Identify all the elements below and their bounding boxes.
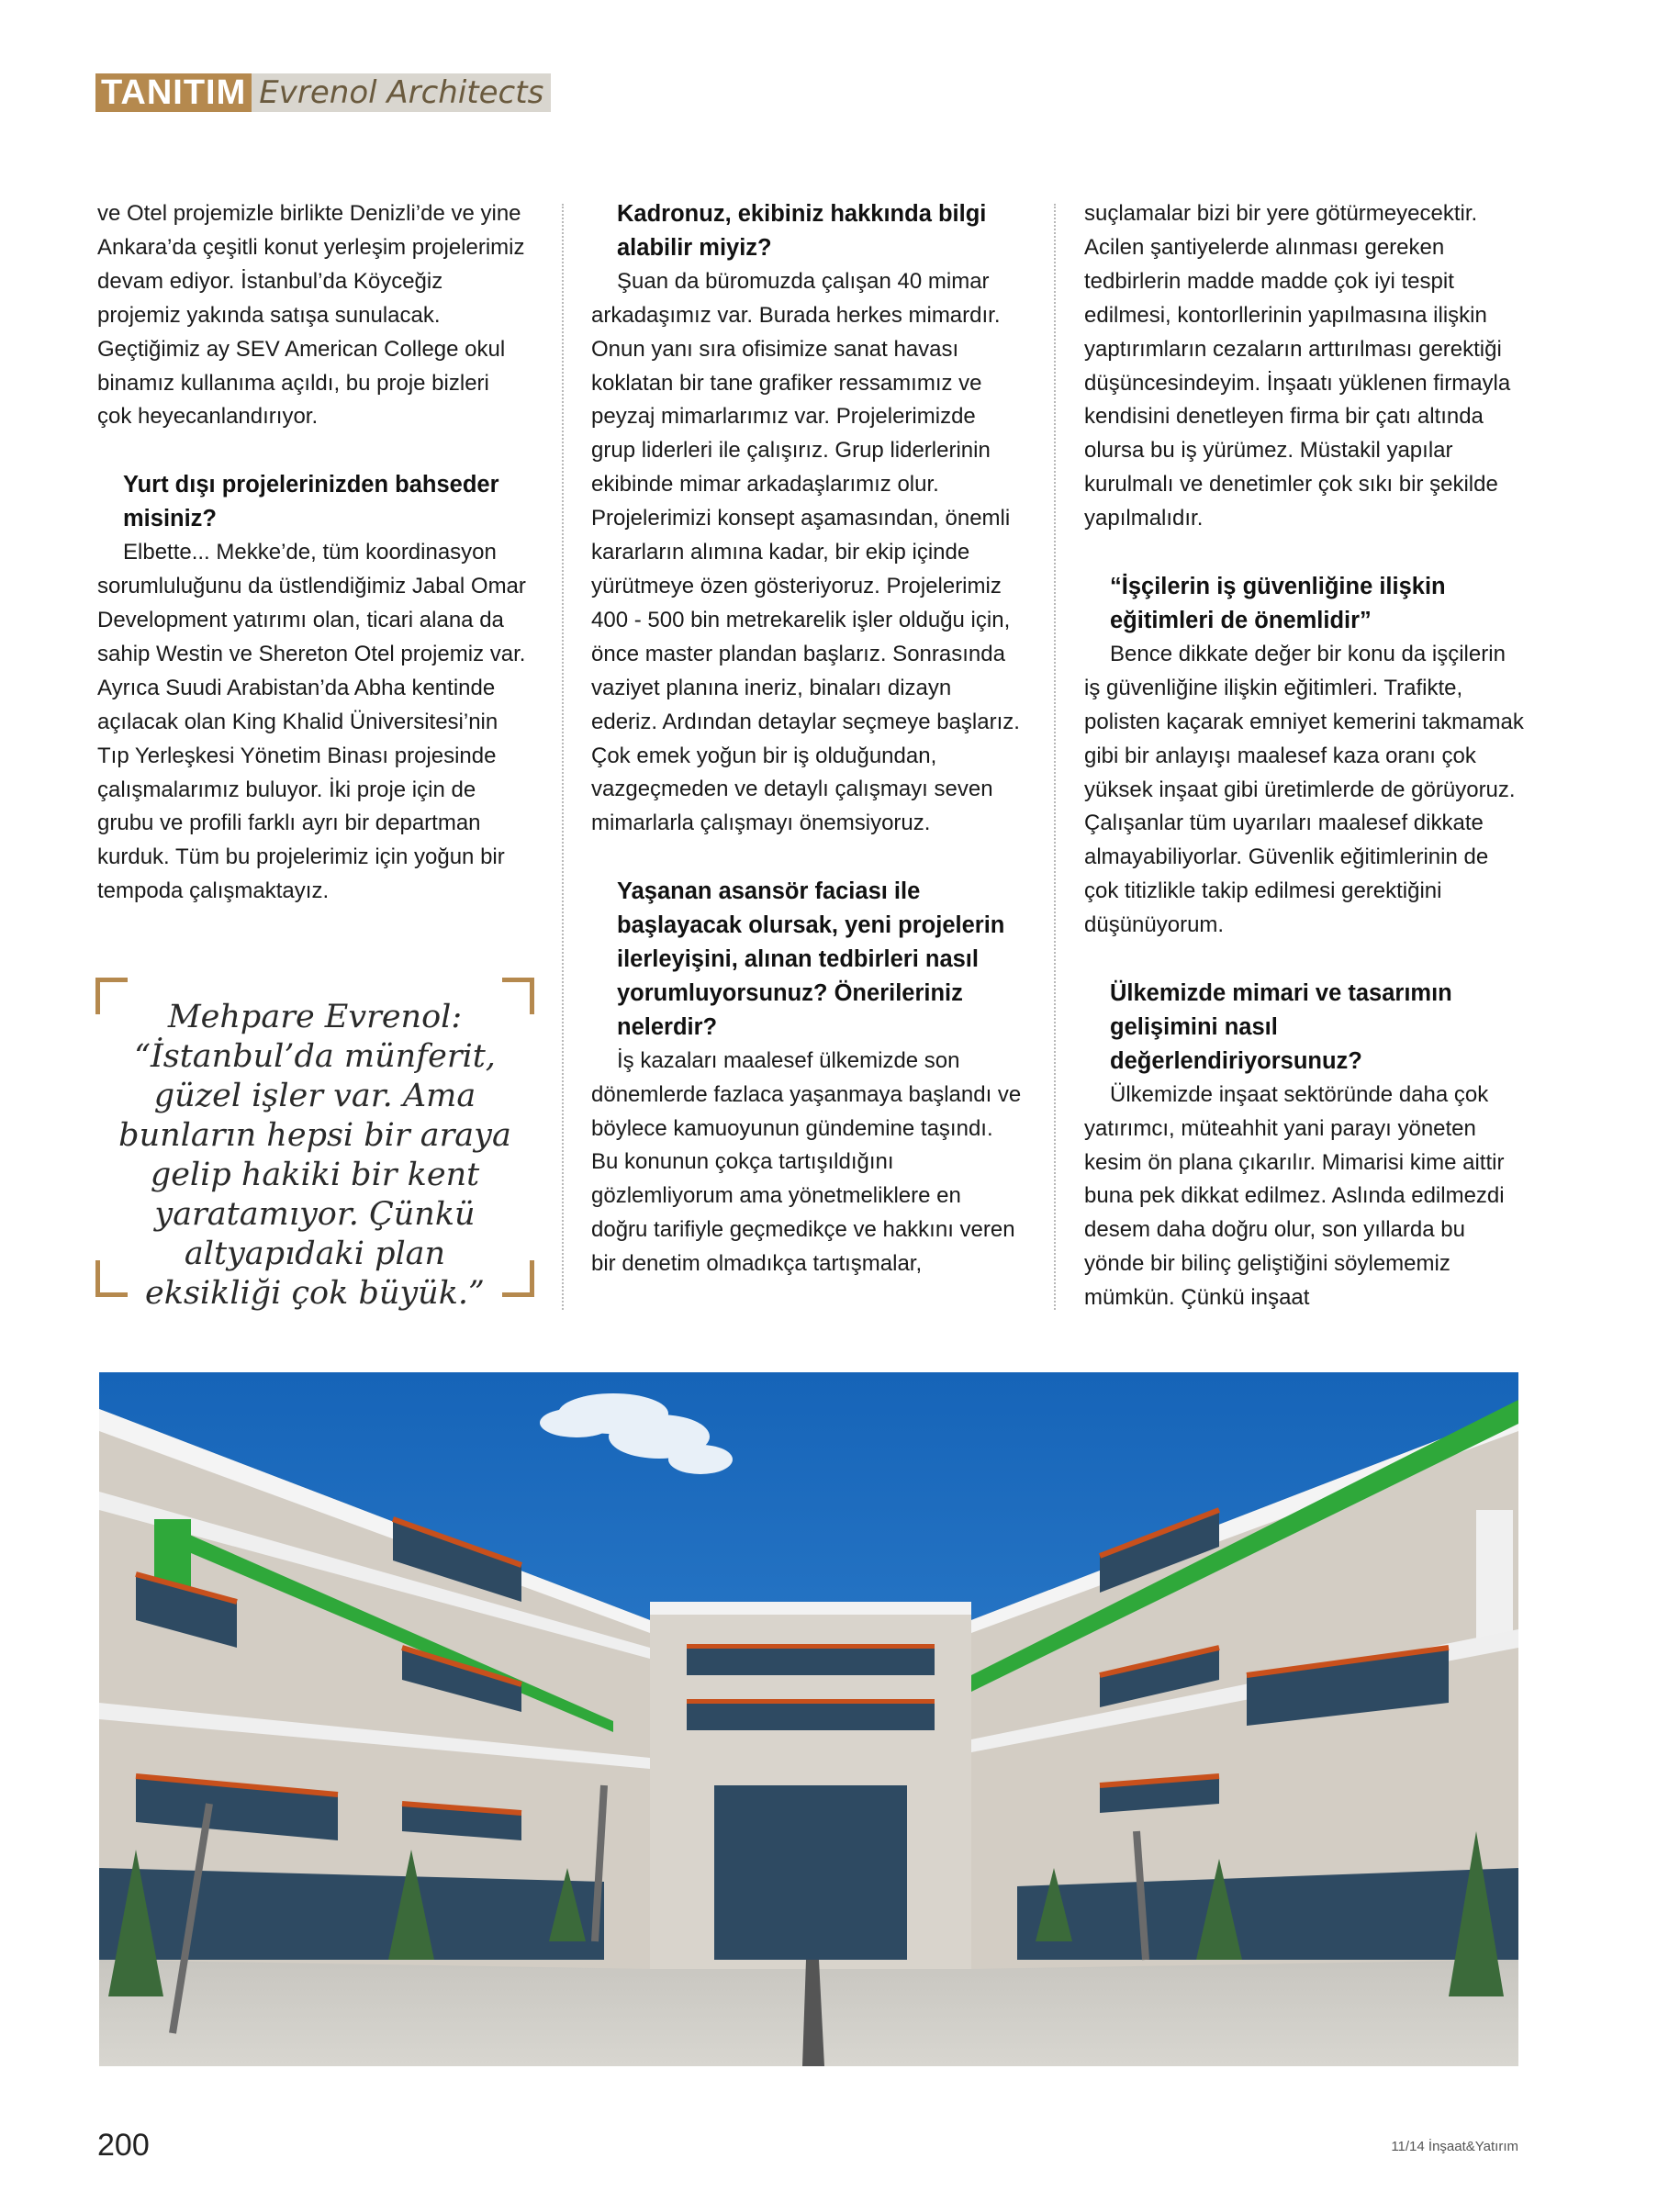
paragraph: Ülkemizde inşaat sektöründe daha çok yatırımcı, müteahhit yani parayı yöneten kesim ön plana çıkarılır. Mimarisi kime aittir buna pek dikkat edilmez. Aslında edilmezdi desem daha doğru olur, son yıllarda bu yönde bir bilinç geliştiğini söylememiz mümkün. Çünkü inşaat	[1084, 1081, 1505, 1311]
question-heading: “İşçilerin iş güvenliğine ilişkin eğitimleri de önemlidir”	[1110, 574, 1446, 633]
footer-issue: 11/14 İnşaat&Yatırım	[1391, 2139, 1518, 2154]
paragraph: Bence dikkate değer bir konu da işçilerin iş güvenliğine ilişkin eğitimleri. Trafikte, polisten kaçarak emniyet kemerini takmamak gibi bir anlayışı maalesef kaza oranı çok yüksek inşaat gibi üretimlerde de görüyoruz. Çalışanlar tüm uyarıları maalesef dikkate almayabiliyorlar. Güvenlik eğitimlerinin de çok titizlikle takip edilmesi gerektiğini düşünüyorum.	[1084, 641, 1524, 938]
question-heading: Yurt dışı projelerinizden bahseder misiniz?	[123, 472, 499, 532]
column-1	[97, 197, 529, 909]
paragraph: Elbette... Mekke’de, tüm koordinasyon sorumluluğunu da üstlendiğimiz Jabal Omar Development yatırımı olan, ticari alana da sahip Westin ve Shereton Otel projemiz var. Ayrıca Suudi Arabistan’da Abha kentinde açılacak olan King Khalid Üniversitesi’nin Tıp Yerleşkesi Yönetim Binası projesinde çalışmalarımız buluyor. İki proje için de grubu ve profili farklı ayrı bir departman kurduk. Tüm bu projelerimiz için yoğun bir tempoda çalışmaktayız.	[97, 540, 526, 904]
paragraph: Şuan da büromuzda çalışan 40 mimar arkadaşımız var. Burada herkes mimardır. Onun yanı sıra ofisimize sanat havası koklatan bir tane grafiker ressamımız ve peyzaj mimarlarımız var. Projelerimizde grup liderleri ile çalışırız. Grup liderlerinin ekibinde mimar arkadaşlarımız olur. Projelerimizi konsept aşamasından, önemli kararların alımına kadar, bir ekip içinde yürütmeye özen gösteriyoruz. Projelerimiz 400 - 500 bin metrekarelik işler olduğu için, önce master plandan başlarız. Sonrasında vaziyet planına ineriz, binaları dizayn ederiz. Ardından detaylar seçmeye başlarız. Çok emek yoğun bir iş olduğundan, vazgeçmeden ve detaylı çalışmayı seven mimarlarla çalışmayı önemsiyoruz.	[591, 268, 1020, 836]
page-number: 200	[97, 2128, 150, 2163]
column-divider	[562, 204, 564, 1310]
question-heading: Ülkemizde mimari ve tasarımın gelişimini nasıl değerlendiriyorsunuz?	[1110, 980, 1452, 1074]
section-tag: TANITIM	[95, 73, 252, 112]
paragraph: İş kazaları maalesef ülkemizde son dönemlerde fazlaca yaşanmaya başlandı ve böylece kamuoyunun gündemine taşındı. Bu konunun çokça tartışıldığını gözlemliyorum ama yönetmeliklere en doğru tarifiyle geçmedikçe ve hakkını veren bir denetim olmadıkça tartışmalar,	[591, 1047, 1022, 1277]
building-photo	[99, 1372, 1518, 2066]
paragraph: ve Otel projemizle birlikte Denizli’de ve yine Ankara’da çeşitli konut yerleşim projelerimiz devam ediyor. İstanbul’da Köyceğiz projemiz yakında satışa sunulacak. Geçtiğimiz ay SEV American College okul binamız kullanıma açıldı, bu proje bizleri çok heyecanlandırıyor.	[97, 201, 525, 430]
column-3	[1084, 197, 1525, 1315]
paragraph: suçlamalar bizi bir yere götürmeyecektir. Acilen şantiyelerde alınması gereken tedbirlerin madde madde çok iyi tespit edilmesi, kontorllerinin yapılmasına ilişkin yaptırımların cezaların arttırılması gerektiği düşüncesindeyim. İnşaatı yüklenen firmayla kendisini denetleyen firma bir çatı altında olursa bu iş yürümez. Müstakil yapılar kurulmalı ve denetimler çok sıkı bir şekilde yapılmalıdır.	[1084, 201, 1511, 531]
section-header	[95, 73, 551, 112]
pull-quote	[95, 978, 534, 1312]
pull-quote-text: Mehpare Evrenol: “İstanbul’da münferit, güzel işler var. Ama bunların hepsi bir araya gelip hakiki bir kent yaratamıyor. Çünkü altyapıdaki plan eksikliği çok büyük.”	[118, 999, 511, 1312]
section-subtitle: Evrenol Architects	[252, 73, 551, 112]
column-2	[591, 197, 1023, 1281]
question-heading: Kadronuz, ekibiniz hakkında bilgi alabilir miyiz?	[617, 201, 987, 261]
column-divider	[1054, 204, 1056, 1310]
question-heading: Yaşanan asansör faciası ile başlayacak olursak, yeni projelerin ilerleyişini, alınan tedbirleri nasıl yorumluyorsunuz? Önerileriniz nelerdir?	[617, 878, 1005, 1040]
